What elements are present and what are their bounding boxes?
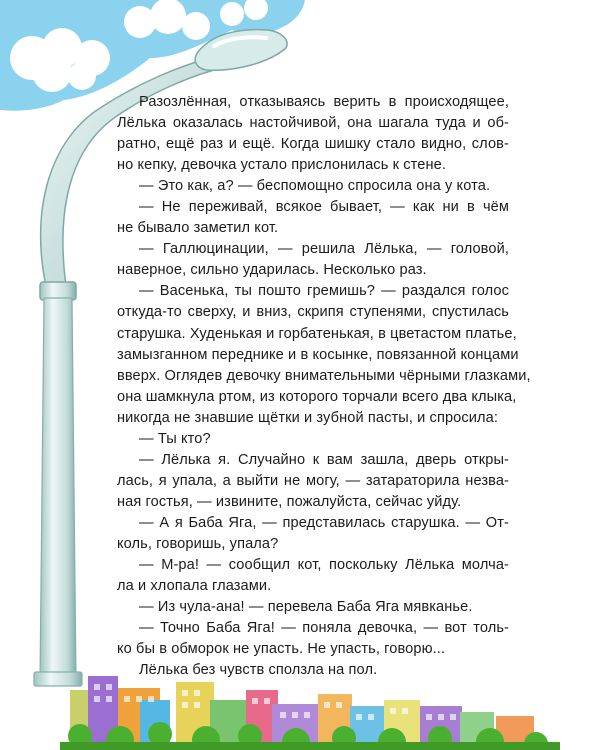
text-line: она шамкнула ртом, из которого торчали всего два клыка, (117, 388, 517, 405)
text-line: вверх. Оглядев девочку внимательными чёрными глазками, (117, 367, 531, 384)
text-line: никогда не знавшие щётки и зубной пасты, и спросила: (117, 409, 499, 426)
story-text (117, 92, 531, 681)
text-line: — Лёлька я. Случайно к вам зашла, дверь откры- (139, 451, 509, 468)
text-line: Лёлька без чувств сползла на пол. (139, 662, 378, 679)
paragraph (117, 176, 509, 197)
text-line: коль, говоришь, упала? (117, 535, 279, 552)
paragraph (117, 597, 509, 618)
lamp-pole (40, 298, 76, 680)
text-line: — Точно Баба Яга! — поняла девочка, — вот толь- (139, 620, 509, 637)
text-line: — М-ра! — сообщил кот, поскольку Лёлька молча- (139, 557, 509, 574)
paragraph (117, 450, 509, 513)
grass (60, 742, 560, 750)
text-line: наверное, сильно ударилась. Несколько раз. (117, 262, 427, 279)
text-line: ко бы в обморок не упасть. Не упасть, говорю... (117, 641, 446, 658)
text-line: — Васенька, ты пошто гремишь? — раздался голос (139, 283, 509, 300)
paragraph (117, 660, 509, 681)
text-line: — Не переживай, всякое бывает, — как ни в чём (139, 199, 509, 216)
paragraph (117, 555, 509, 597)
paragraph (117, 513, 509, 555)
text-line: — Это как, а? — беспомощно спросила она у кота. (139, 178, 491, 195)
text-line: — Галлюцинации, — решила Лёлька, — головой, (139, 241, 509, 258)
text-line: ла и хлопала глазами. (117, 578, 272, 595)
paragraph (117, 197, 509, 239)
text-line: ратно, ещё раз и ещё. Когда шишку стало видно, слов- (117, 136, 509, 153)
paragraph (117, 618, 509, 660)
text-line: замызганном переднике и в косынке, повязанной концами (117, 346, 519, 363)
text-line: — А я Баба Яга, — представилась старушка. — От- (139, 514, 509, 531)
paragraph (117, 92, 509, 176)
paragraph (117, 239, 509, 281)
text-line: откуда-то сверху, и вниз, скрипя ступенями, спустилась (117, 304, 509, 321)
text-line: лась, я упала, а выйти не могу, — затараторила незва- (117, 472, 509, 489)
text-line: Разозлённая, отказываясь верить в происходящее, (139, 94, 509, 110)
text-line: но кепку, девочка устало прислонилась к стене. (117, 157, 446, 174)
lamp-collar (40, 282, 76, 300)
text-line: Лёлька оказалась настойчивой, она шагала туда и об- (117, 115, 509, 132)
lamp-base (34, 672, 82, 686)
city-buildings-icon (60, 676, 560, 750)
paragraph (117, 281, 531, 428)
text-line: ная гостья, — извините, пожалуйста, сейчас уйду. (117, 493, 462, 510)
text-line: — Ты кто? (139, 430, 211, 447)
text-line: старушка. Худенькая и горбатенькая, в цветастом платье, (117, 325, 517, 342)
paragraph (117, 429, 509, 450)
text-line: не бывало заметил кот. (117, 220, 279, 237)
text-line: — Из чула-ана! — перевела Баба Яга мявканье. (139, 599, 473, 616)
